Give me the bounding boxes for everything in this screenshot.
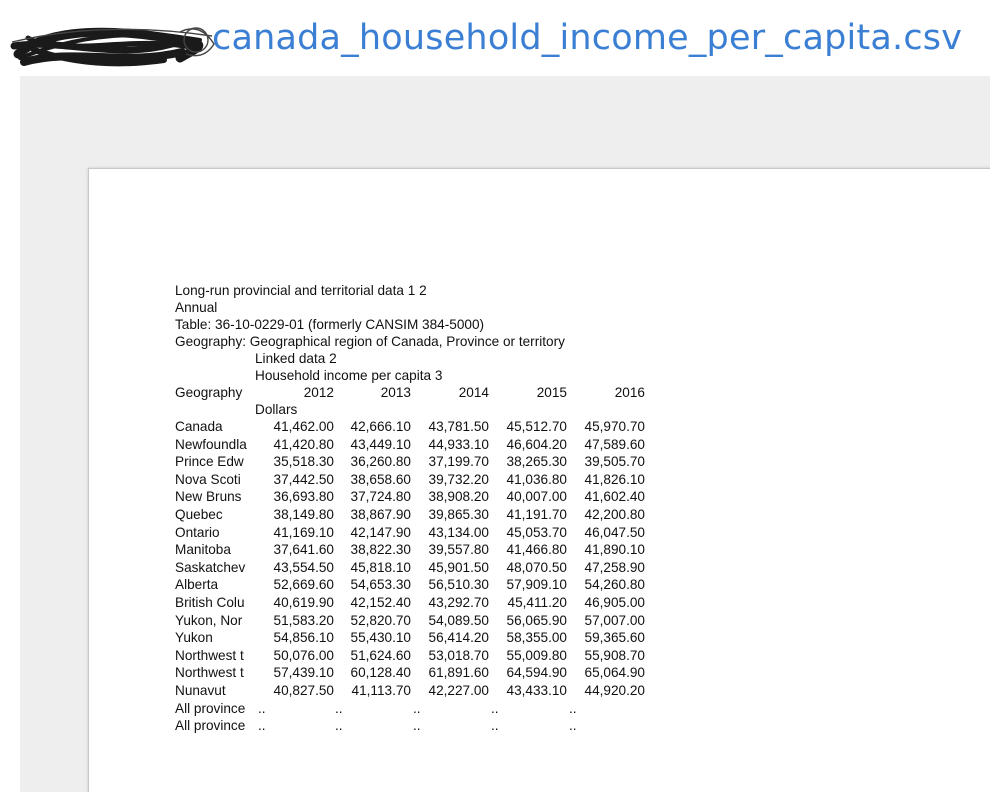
data-cell: 45,970.70	[584, 419, 645, 434]
row-geography: Quebec	[175, 507, 223, 522]
data-cell: 54,089.50	[428, 612, 489, 628]
data-cell: 57,909.10	[506, 577, 567, 593]
data-cell: 38,908.20	[428, 489, 489, 505]
data-cell: 47,258.90	[584, 559, 645, 575]
data-cell: 43,292.70	[428, 595, 489, 610]
row-geography: Yukon, Nor	[175, 612, 243, 628]
row-geography: All province	[175, 700, 246, 716]
data-cell: 41,191.70	[506, 507, 567, 522]
row-geography: Saskatchev	[175, 559, 246, 575]
data-cell: 39,865.30	[428, 507, 489, 522]
data-cell: 56,065.90	[506, 612, 567, 628]
data-cell: 53,018.70	[428, 647, 489, 663]
row-geography: Newfoundla	[175, 436, 247, 452]
data-cell: ..	[258, 718, 266, 734]
data-cell: 48,070.50	[506, 559, 567, 575]
data-cell: 39,557.80	[428, 542, 489, 558]
units-label: Dollars	[255, 402, 298, 417]
data-cell: 65,064.90	[584, 665, 645, 681]
data-cell: 37,199.70	[428, 454, 489, 470]
data-cell: 60,128.40	[350, 665, 411, 681]
data-cell: 64,594.90	[506, 665, 567, 681]
data-cell: 37,641.60	[273, 542, 334, 558]
data-cell: ..	[491, 718, 499, 734]
data-cell: 55,908.70	[584, 647, 645, 663]
row-geography: Manitoba	[175, 542, 231, 558]
data-cell: 42,147.90	[350, 524, 411, 540]
data-cell: 57,439.10	[273, 665, 334, 681]
data-cell: 41,036.80	[506, 471, 567, 487]
data-cell: ..	[413, 700, 421, 716]
row-geography: Northwest t	[175, 665, 244, 681]
year-header: 2012	[303, 385, 334, 400]
data-cell: 38,265.30	[506, 454, 567, 470]
data-cell: ..	[569, 718, 577, 734]
data-cell: ..	[569, 700, 577, 716]
data-cell: 40,619.90	[273, 595, 334, 610]
data-cell: 56,414.20	[428, 630, 489, 646]
data-cell: 42,666.10	[350, 419, 411, 434]
year-header: 2015	[536, 385, 567, 400]
sheet-frequency: Annual	[175, 300, 218, 315]
year-header: 2013	[380, 385, 411, 400]
data-cell: 56,510.30	[428, 577, 489, 593]
data-cell: 57,007.00	[584, 612, 645, 628]
data-cell: 41,420.80	[273, 436, 334, 452]
data-cell: 41,890.10	[584, 542, 645, 558]
row-geography: New Bruns	[175, 489, 242, 505]
row-geography: Alberta	[175, 577, 219, 593]
data-cell: ..	[258, 700, 266, 716]
data-cell: 46,905.00	[584, 595, 645, 610]
data-cell: 38,867.90	[350, 507, 411, 522]
row-geography: British Colu	[175, 595, 245, 610]
data-cell: 54,653.30	[350, 577, 411, 593]
sheet-measure: Household income per capita 3	[255, 368, 443, 383]
data-cell: 43,449.10	[350, 436, 411, 452]
redaction-scribble	[4, 14, 218, 74]
data-cell: 61,891.60	[428, 665, 489, 681]
data-cell: 41,826.10	[584, 471, 645, 487]
year-header: 2014	[458, 385, 489, 400]
sheet-title: Long-run provincial and territorial data 1 2	[175, 283, 427, 298]
row-geography: Yukon	[175, 630, 213, 646]
data-cell: 45,411.20	[507, 595, 567, 610]
file-name-link[interactable]: canada_household_income_per_capita.csv	[212, 18, 963, 58]
data-cell: 38,658.60	[350, 471, 411, 487]
data-cell: 40,007.00	[506, 489, 567, 505]
sheet-linked: Linked data 2	[255, 351, 337, 366]
data-cell: 43,781.50	[428, 419, 489, 434]
data-cell: ..	[335, 700, 343, 716]
data-cell: 41,113.70	[351, 683, 411, 698]
data-cell: 59,365.60	[584, 630, 645, 646]
data-cell: 35,518.30	[273, 454, 334, 470]
geography-header: Geography	[175, 385, 243, 400]
year-header: 2016	[614, 385, 645, 400]
data-cell: 44,933.10	[428, 436, 489, 452]
data-cell: 55,430.10	[350, 630, 411, 646]
data-cell: 41,169.10	[273, 524, 334, 540]
data-cell: 55,009.80	[506, 647, 567, 663]
data-cell: 47,589.60	[584, 436, 645, 452]
row-geography: Canada	[175, 419, 223, 434]
data-cell: 44,920.20	[584, 683, 645, 698]
data-cell: ..	[335, 718, 343, 734]
data-cell: 50,076.00	[273, 647, 334, 663]
data-cell: 51,624.60	[350, 647, 411, 663]
data-cell: 42,152.40	[350, 595, 411, 610]
data-cell: 43,433.10	[506, 683, 567, 698]
data-cell: 54,856.10	[273, 630, 334, 646]
data-cell: 46,604.20	[506, 436, 567, 452]
row-geography: Northwest t	[175, 647, 244, 663]
data-cell: 39,505.70	[584, 454, 645, 470]
row-geography: All province	[175, 718, 246, 734]
data-cell: 52,820.70	[350, 612, 411, 628]
data-cell: 39,732.20	[428, 471, 489, 487]
row-geography: Nova Scoti	[175, 471, 241, 487]
data-cell: 41,466.80	[506, 542, 567, 558]
data-cell: 45,053.70	[506, 524, 567, 540]
row-geography: Nunavut	[175, 683, 226, 698]
data-cell: 51,583.20	[273, 612, 334, 628]
data-cell: 45,512.70	[506, 419, 567, 434]
data-cell: 37,724.80	[350, 489, 411, 505]
data-cell: ..	[413, 718, 421, 734]
data-cell: 58,355.00	[506, 630, 567, 646]
row-geography: Prince Edw	[175, 454, 244, 470]
data-cell: 45,818.10	[350, 559, 411, 575]
data-cell: 36,260.80	[350, 454, 411, 470]
row-geography: Ontario	[175, 524, 220, 540]
data-cell: 52,669.60	[273, 577, 334, 593]
data-cell: 38,822.30	[350, 542, 411, 558]
data-cell: 37,442.50	[273, 471, 334, 487]
data-cell: 46,047.50	[584, 524, 645, 540]
data-cell: 43,554.50	[273, 559, 334, 575]
document-viewer[interactable]	[20, 76, 990, 792]
data-cell: 41,602.40	[584, 489, 645, 505]
data-cell: 45,901.50	[428, 559, 489, 575]
data-cell: 40,827.50	[273, 683, 334, 698]
sheet-geography-note: Geography: Geographical region of Canada, Province or territory	[175, 334, 565, 349]
data-cell: ..	[491, 700, 499, 716]
data-cell: 42,227.00	[428, 683, 489, 698]
file-title-bar	[0, 0, 990, 76]
spreadsheet-page	[88, 168, 990, 792]
data-cell: 41,462.00	[273, 419, 334, 434]
data-cell: 43,134.00	[428, 524, 489, 540]
data-cell: 42,200.80	[584, 507, 645, 522]
sheet-table-id: Table: 36-10-0229-01 (formerly CANSIM 384-5000)	[175, 317, 485, 332]
data-cell: 36,693.80	[273, 489, 334, 505]
data-cell: 38,149.80	[273, 507, 334, 522]
data-cell: 54,260.80	[584, 577, 645, 593]
